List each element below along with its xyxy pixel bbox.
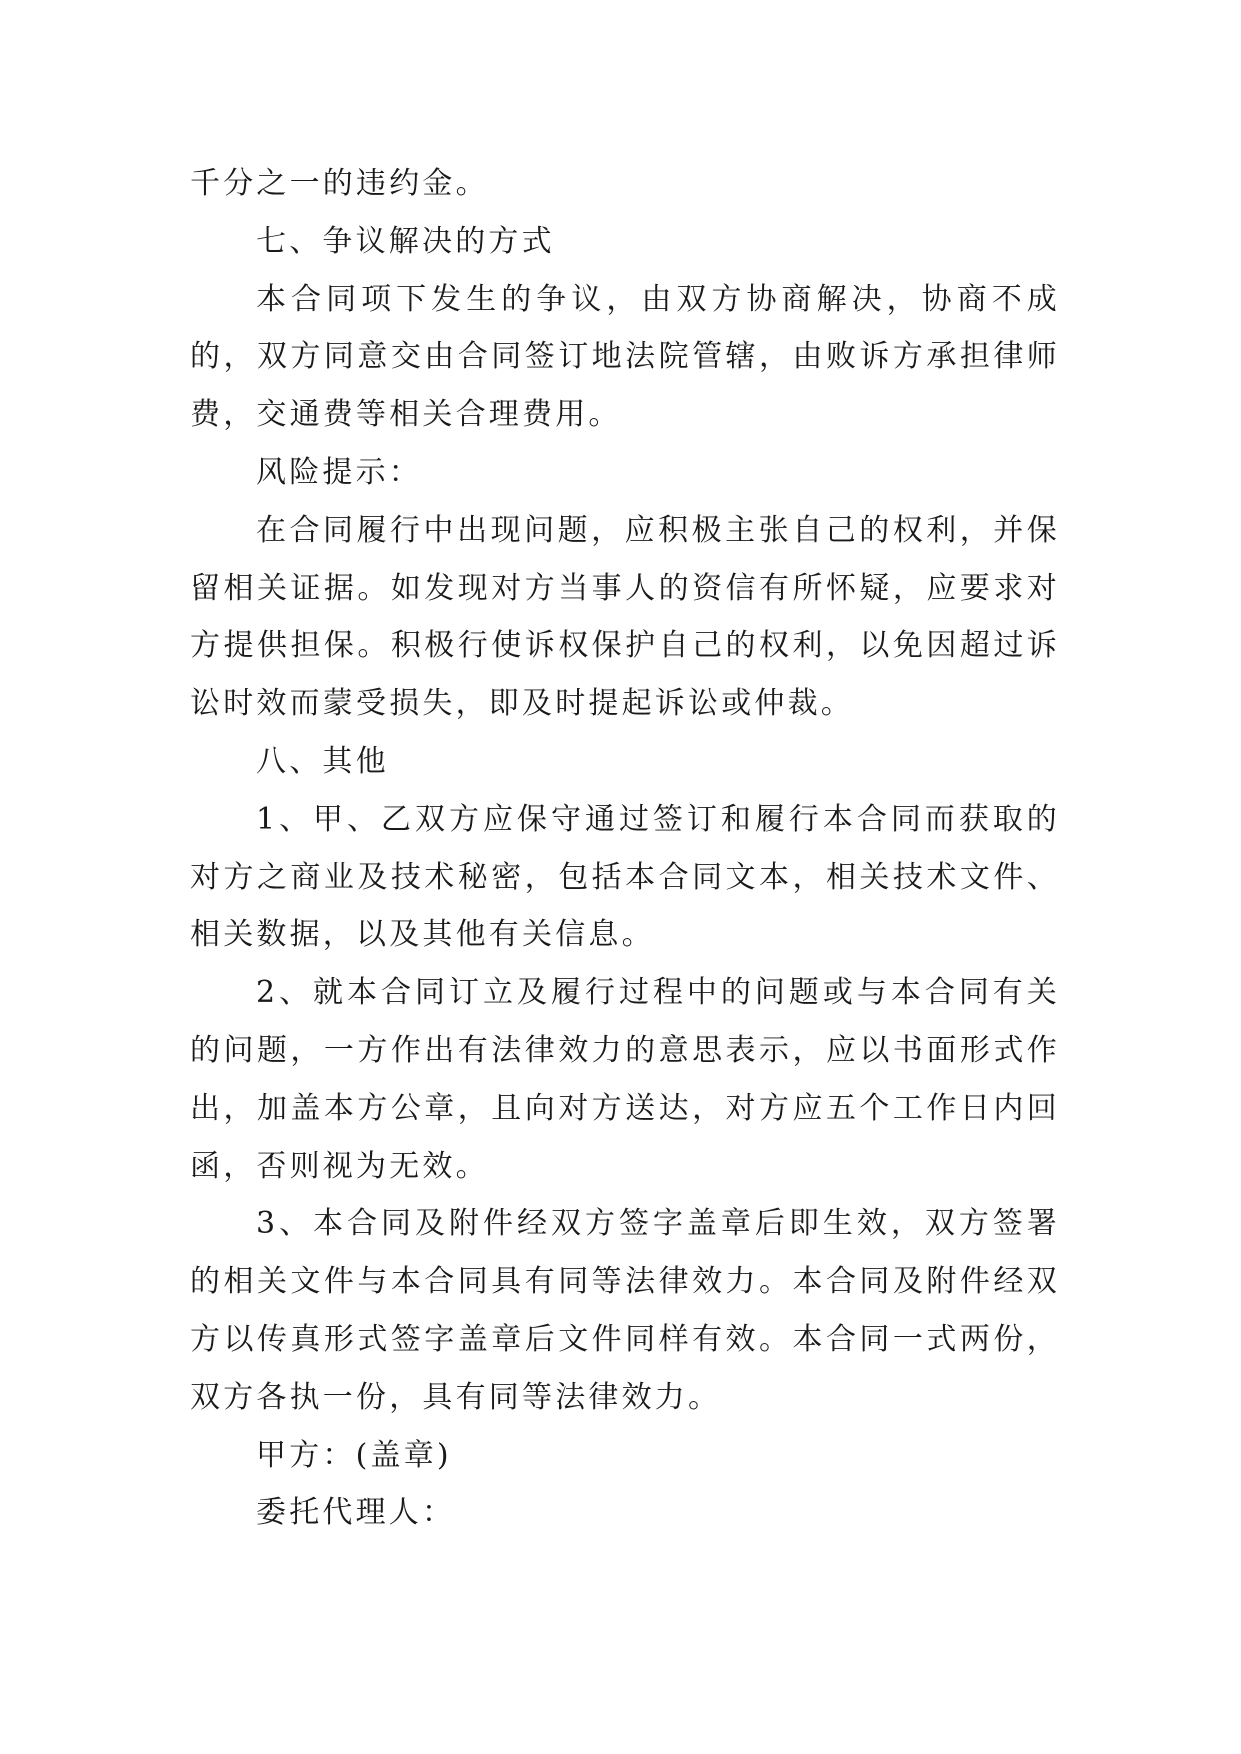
paragraph-dispute-resolution: 本合同项下发生的争议，由双方协商解决，协商不成的，双方同意交由合同签订地法院管辖，由败诉方承担律师费，交通费等相关合理费用。 bbox=[190, 281, 1060, 433]
document-body bbox=[190, 155, 1060, 1542]
heading-dispute-resolution: 七、争议解决的方式 bbox=[256, 223, 555, 259]
paragraph-penalty-continuation: 千分之一的违约金。 bbox=[190, 166, 489, 201]
signature-party-a: 甲方：(盖章) bbox=[256, 1437, 452, 1473]
heading-other: 八、其他 bbox=[256, 743, 389, 779]
heading-risk-notice: 风险提示： bbox=[256, 454, 422, 490]
signature-agent: 委托代理人： bbox=[256, 1495, 456, 1531]
paragraph-other-2: 2、就本合同订立及履行过程中的问题或与本合同有关的问题，一方作出有法律效力的意思表示，应以书面形式作出，加盖本方公章，且向对方送达，对方应五个工作日内回函，否则视为无效。 bbox=[190, 975, 1060, 1184]
paragraph-other-3: 3、本合同及附件经双方签字盖章后即生效，双方签署的相关文件与本合同具有同等法律效力。本合同及附件经双方以传真形式签字盖章后文件同样有效。本合同一式两份，双方各执一份，具有同等法律效力。 bbox=[190, 1206, 1060, 1415]
paragraph-other-1: 1、甲、乙双方应保守通过签订和履行本合同而获取的对方之商业及技术秘密，包括本合同文本，相关技术文件、相关数据，以及其他有关信息。 bbox=[190, 801, 1060, 953]
paragraph-risk-notice: 在合同履行中出现问题，应积极主张自己的权利，并保留相关证据。如发现对方当事人的资信有所怀疑，应要求对方提供担保。积极行使诉权保护自己的权利，以免因超过诉讼时效而蒙受损失，即及时提起诉讼或仲裁。 bbox=[190, 512, 1060, 722]
